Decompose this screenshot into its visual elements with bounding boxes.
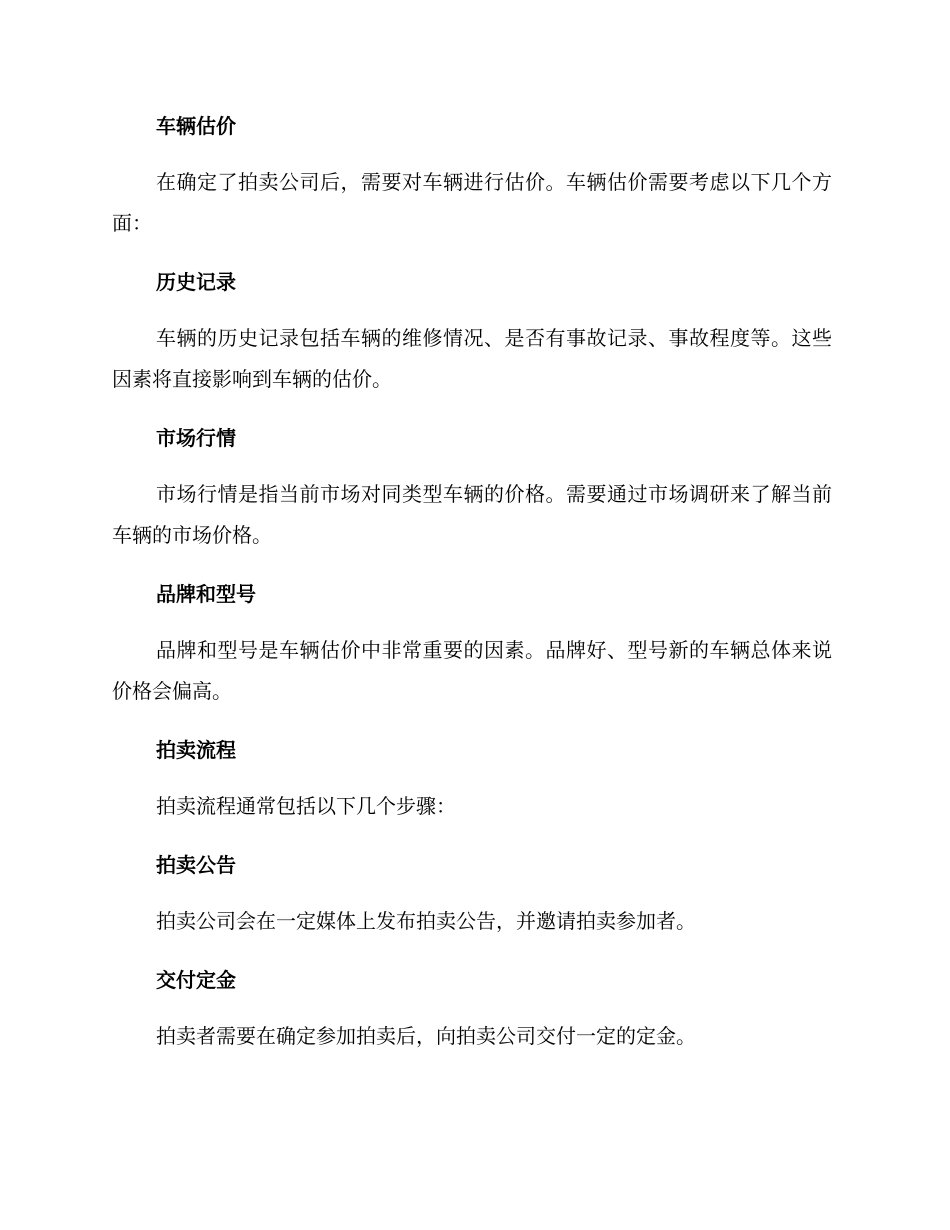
document-body	[112, 108, 832, 1057]
section-paragraph-brand-model: 品牌和型号是车辆估价中非常重要的因素。品牌好、型号新的车辆总体来说价格会偏高。	[112, 638, 832, 703]
section-paragraph-market-conditions: 市场行情是指当前市场对同类型车辆的价格。需要通过市场调研来了解当前车辆的市场价格。	[112, 482, 832, 547]
section-heading-vehicle-valuation: 车辆估价	[156, 114, 236, 138]
section-heading-auction-notice: 拍卖公告	[156, 853, 236, 877]
section-heading-market-conditions: 市场行情	[156, 426, 236, 450]
section-heading-auction-process: 拍卖流程	[156, 738, 236, 762]
section-heading-pay-deposit: 交付定金	[156, 968, 236, 992]
section-paragraph-pay-deposit: 拍卖者需要在确定参加拍卖后，向拍卖公司交付一定的定金。	[156, 1024, 696, 1048]
section-paragraph-history-record: 车辆的历史记录包括车辆的维修情况、是否有事故记录、事故程度等。这些因素将直接影响到车辆的估价。	[112, 326, 832, 391]
section-paragraph-auction-notice: 拍卖公司会在一定媒体上发布拍卖公告，并邀请拍卖参加者。	[156, 909, 696, 933]
section-heading-brand-model: 品牌和型号	[156, 582, 256, 606]
section-paragraph-vehicle-valuation: 在确定了拍卖公司后，需要对车辆进行估价。车辆估价需要考虑以下几个方面：	[112, 170, 832, 235]
section-heading-history-record: 历史记录	[156, 270, 236, 294]
section-paragraph-auction-process: 拍卖流程通常包括以下几个步骤：	[156, 794, 456, 818]
